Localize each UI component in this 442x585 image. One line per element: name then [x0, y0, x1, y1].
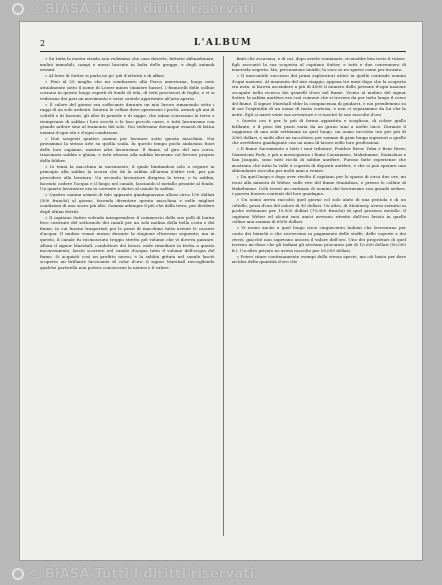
paragraph: finiti che escavano, e di cui, dopo averle esaminate, riconobbe ben tosto il valore. Egli raccontò la sua scoperta al capitano Sutter, e tutti e due convennero di tenersela segreta. Ma, precauzione inutile; la voce se ne sparse come per incanto. — [231, 56, 406, 73]
column-divider — [223, 56, 224, 536]
paragraph: « Quattro uomini armati di tale apparato guadagnavano allora circa 100 dollari (500 franchi) al giorno, facendo diventare questa macchina e nelle migliori condizioni di uno scavo più alto. Somma adunque il più che dalla terra, per dividere degli ultimi detriti. — [40, 192, 215, 214]
watermark-top — [0, 2, 442, 17]
watermark-text: © BiASA Tutti i diritti riservati — [27, 567, 255, 582]
paragraph: « Questo oro è per lo più di forma appiattita e scagliosa, di colore giallo brillante, e il peso dei pezzi varia da un grano sino a molte once. Durante il soggiorno di una sola settimana in quel luogo, un uomo raccolse oro per più di 2000 dollari, e molti altri ne raccolsero per somme di gran lunga superiori a quelle che avrebbero guadagnate con un anno di lavoro nelle loro professioni. — [231, 118, 406, 146]
paragraph: « Potrei citare continuamente esempi della stessa specie, ma ciò basta per dare un'idea della quantità d'oro che — [231, 253, 406, 265]
paragraph: « Il capitano Sutter volendo intraprendere il commercio delle sue pelli di lontra fece costruire del sottosuolo dei canali per un solo mulino della bella costa e dei fiume, in cui furono trasportati poi lo pezzi di macchina tutta avente le cascate d'acqua. Il mulino venne mosso durante la stagione d'inverno seguente; ma in questo, il canale fu riconosciuto troppo stretto pel volume che vi doveva passare. Allora il signor Marshall, conduttore dei lavori, onde rimediare in fretta a questo inconveniente, lasciò scorrere nel canale d'acqua tutto il volume dell'acqua del fiume. Si acquistò così un profitto nuovo, e la sabbia gittata nel canale lasciò scoperto un brillante luccicante di color d'oro: il signor Marshall raccogliendo qualche particella non poteva conoscerne la natura e il valore. — [40, 214, 215, 270]
left-column — [40, 56, 215, 536]
watermark-bottom — [0, 567, 442, 582]
paragraph: « Un uomo aveva raccolto quel giorno col solo aiuto di una pentola e di un coltello, pezzi d'oro del valore di 90 dollari. Un altro, di Monterey, aveva estratto in poche settimane per 15,000 dollari (75,000 franchi) di quel prezioso metallo. Il capitano Weber ed alcuni suoi amici avevano ritratto dall'oro lavato in quelle colline una somma di 6000 dollari. — [231, 197, 406, 225]
paragraph: « Due sorgenti quattro uomini per lavorare sotto questa macchina. Noi provammo la stessa arte su quella scala. In questo tempo pochi andavano fuori delle loro capanne, mentre altri lavoravano. Il fiume, al giro del suo corso, trascinava sabbia e ghiaia, e tutti attorno alla sabbia lavavano col fervore proprio della febbre. — [40, 135, 215, 163]
paragraph: « Al forte di Sutter si parla ne po' più d'attività e di affari. — [45, 73, 165, 79]
paragraph: « Vi erano anche a quel luogo circa cinquecento Indiani che lavoravano per conto dei bianchi e che ricevevano in pagamento delle stoffe, delle coperte e dei viveri, giacché non sapevano ancora il valore dell'oro. Uno dei proprietari di quel terreno mi disse che gli Indiani gli avevano procurato più di 10,000 dollari (50,000 fr.). Un altro privato ne aveva raccolto per 16,000 dollari. — [231, 225, 406, 253]
copyright-icon — [12, 3, 24, 15]
paragraph: « Il fiume Sacramento e tutti i suoi tributari, Feather River, Yuba e Bear River, l'American Fork, e più a mezzogiorno i fiumi Consumnes, Mokelumne, Stanislaus e San Joaquin, sono tutti ricchi di sabbie aurifere. Furono fatte esperienze che mostrano che tutta la valle è coperta di depositi auriferi, e che si può sperare una abbondante raccolta per molti anni a venire. — [231, 146, 406, 174]
watermark-text: © BiASA Tutti i diritti riservati — [27, 2, 255, 17]
paragraph: « Da quel luogo e dopo aver rivolto il capitano per lo spazio di circa due ore, mi recai alla miniera di Weber, sulle rive del fiume Stanislaus, e presso le colline di Mokelumne. Colà trovai un centinaio di uomini che lavoravano con grande ardore, e pareva fossero contenti del loro guadagno. — [231, 174, 406, 197]
paragraph: « Su tutta la nostra strada non vedemmo che case deserte, fattorie abbandonate, mulini immobili, campi e messi lasciate in balia delle gregge, e degli animali erranti. — [40, 56, 215, 73]
page-title: L'ALBUM — [193, 38, 253, 48]
paragraph: « Io tenni la macchina in movimento, il quale limitandosi solo a seguire in principio alla sabbia la scorza che dà la sabbia all'arena d'altre reti, per poi procedere alla lavatura. Un secondo lavoratore dirigeva la terra, e la sabbia, facendo cadere l'acqua e il fango nel canale, lasciando il metallo pesante al fondo. Un quarto lavoratore era in corrente e dietro al canale la sabbia. — [40, 163, 215, 192]
text-columns — [40, 56, 406, 536]
right-column — [232, 56, 407, 536]
paragraph: « Il calore del giorno era soffocante durante un mio lavoro rimanendo sotto i raggi di un sole ardente. Intorno le colline dove operavano i pochi, armati gli uni di coltelli e di bastoni, gli altri di pentole e di zappe, che taluni scavavano la terra e riempivano di sabbia i loro secchi e le loro piccole casse, e tutti lavoravano con grande ardore sino al tramonto del sole. Noi vedevamo dovunque esausti di fatica uomini d'ogni età e d'ogni condizione. — [40, 101, 215, 135]
document-page — [20, 22, 422, 560]
paragraph: « Il mercantile successo dei primi esploratori attirò in quelle contrade uomini d'ogni nazione. Al momento del mio viaggio, appena tre mesi dopo che la scoperta era nota, si faceva ascendere a più di 4000 il numero delle persone d'ogni nazione occupate nella ricerca dei granelli d'oro nel fiume. Vicino al mulino del signor Sutter, la sabbia aurifera era così comune che si trovava da per tutto lungo il corso del fiume. Il signor Marshall ebbe la compiacenza di guidarci, e noi prendemmo su di noi l'ospitalità di un uomo di tanta cortesia, e non ci separammo da lui che la notte. Egli ci narrò varie sue avventure e ci mostrò le sue raccolte d'oro. — [231, 73, 406, 117]
page-header — [40, 38, 406, 52]
page-number: 2 — [40, 39, 46, 48]
copyright-icon — [12, 568, 24, 580]
paragraph: « Fino al 25 maglio che mi condussero alla Forca americana, luogo noto attualmente sotto il nome di Lower mines (miniere basse). I fiumicelli delle colline corrono in questo luogo esperti di tende di tela, di tetti provvisori di foglie, e vi si vedevano dei pari un movimento e varie cautele apprestate all'aria aperta. — [40, 79, 215, 101]
